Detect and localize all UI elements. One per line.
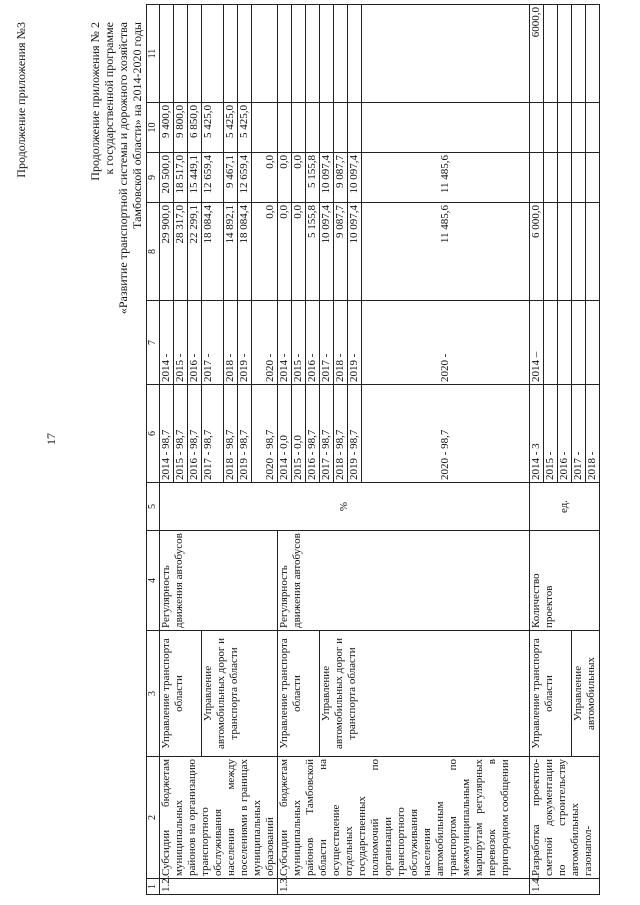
empty-cell <box>572 103 586 153</box>
amount: 11 485,6 <box>362 203 530 301</box>
amount: 29 900,0 <box>160 203 174 301</box>
executor: Управление транспорта области <box>278 631 320 757</box>
col-number: 3 <box>147 631 160 757</box>
empty-cell <box>362 103 530 153</box>
unit: ед. <box>530 483 600 531</box>
amount: 14 892,1 <box>224 203 238 301</box>
empty-cell <box>252 103 278 153</box>
target-value: 2017 - <box>572 385 586 483</box>
amount: 0,0 <box>292 153 306 203</box>
amount: 22 299,1 <box>188 203 202 301</box>
program-header <box>88 22 144 314</box>
amount: 20 500,0 <box>160 153 174 203</box>
empty-cell <box>572 301 586 385</box>
target-value: 2014 - 0,0 <box>278 385 292 483</box>
amount: 12 659,4 <box>202 153 224 203</box>
amount: 6 000,0 <box>530 203 544 301</box>
table-row <box>278 5 292 895</box>
amount: 11 485,6 <box>362 153 530 203</box>
amount: 0,0 <box>252 153 278 203</box>
empty-cell <box>292 5 306 103</box>
empty-cell <box>544 103 558 153</box>
executor: Управление автомобильных дорог и транспорта области <box>202 631 278 757</box>
year: 2019 - <box>348 301 362 385</box>
row-number: 1.3. <box>278 879 530 895</box>
target-value: 2020 - 98,7 <box>252 385 278 483</box>
program-table <box>146 4 600 895</box>
col-number: 9 <box>147 153 160 203</box>
table-row <box>160 5 174 895</box>
empty-cell <box>572 5 586 103</box>
target-value: 2018 - 98,7 <box>334 385 348 483</box>
amount: 9 087,7 <box>334 203 348 301</box>
empty-cell <box>174 5 188 103</box>
empty-cell <box>558 5 572 103</box>
header-line: «Развитие транспортной системы и дорожного хозяйства <box>116 22 130 315</box>
empty-cell <box>558 153 572 203</box>
empty-cell <box>544 203 558 301</box>
target-value: 2017 - 98,7 <box>202 385 224 483</box>
year: 2017 - <box>202 301 224 385</box>
empty-cell <box>572 153 586 203</box>
col-number: 2 <box>147 757 160 879</box>
amount: 5 425,0 <box>224 103 238 153</box>
col-number: 7 <box>147 301 160 385</box>
measure-name: Субсидии бюджетам муниципальных районов Тамбовской области на осуществление отдельных государственных полномочий по организации транспортного обслуживания населения автомобильным транспортом по межмуниципальным маршрутам регулярных перевозок в пригородном сообщении <box>278 757 530 879</box>
year: 2018 - <box>334 301 348 385</box>
empty-cell <box>572 203 586 301</box>
header-line: Тамбовской области» на 2014-2020 годы <box>130 22 144 229</box>
amount: 6000,0 <box>530 5 544 103</box>
amount: 10 097,4 <box>320 153 334 203</box>
target-value: 2016 - <box>558 385 572 483</box>
executor: Управление автомобильных дорог и транспорта области <box>320 631 530 757</box>
continuation-note: Продолжение приложения №3 <box>14 22 28 178</box>
empty-cell <box>558 103 572 153</box>
col-number: 10 <box>147 103 160 153</box>
target-value: 2015 - 0,0 <box>292 385 306 483</box>
empty-cell <box>306 5 320 103</box>
empty-cell <box>188 5 202 103</box>
amount: 10 097,4 <box>320 203 334 301</box>
amount: 5 425,0 <box>202 103 224 153</box>
empty-cell <box>238 5 252 103</box>
empty-cell <box>306 103 320 153</box>
indicator: Количество проектов <box>530 531 600 631</box>
amount: 10 097,4 <box>348 153 362 203</box>
empty-cell <box>334 103 348 153</box>
empty-cell <box>586 5 600 103</box>
empty-cell <box>362 5 530 103</box>
year: 2014 – <box>530 301 544 385</box>
executor: Управление транспорта области <box>160 631 202 757</box>
year: 2017 - <box>320 301 334 385</box>
amount: 18 084,4 <box>202 203 224 301</box>
target-value: 2015 - <box>544 385 558 483</box>
amount: 12 659,4 <box>238 153 252 203</box>
year: 2020 - <box>252 301 278 385</box>
empty-cell <box>348 5 362 103</box>
empty-cell <box>252 5 278 103</box>
col-number: 6 <box>147 385 160 483</box>
empty-cell <box>586 153 600 203</box>
column-number-row <box>147 5 160 895</box>
col-number: 11 <box>147 5 160 103</box>
executor: Управление автомобильных <box>572 631 600 757</box>
amount: 9 467,1 <box>224 153 238 203</box>
year: 2019 - <box>238 301 252 385</box>
header-line: Продолжение приложения № 2 <box>88 22 102 181</box>
amount: 0,0 <box>292 203 306 301</box>
year: 2020 - <box>362 301 530 385</box>
empty-cell <box>530 153 544 203</box>
amount: 9 800,0 <box>174 103 188 153</box>
amount: 9 087,7 <box>334 153 348 203</box>
amount: 6 850,0 <box>188 103 202 153</box>
amount: 5 425,0 <box>238 103 252 153</box>
empty-cell <box>348 103 362 153</box>
col-number: 8 <box>147 203 160 301</box>
year: 2015 - <box>174 301 188 385</box>
amount: 5 155,8 <box>306 203 320 301</box>
target-value: 2017 - 98,7 <box>320 385 334 483</box>
target-value: 2019 - 98,7 <box>348 385 362 483</box>
year: 2016 - <box>306 301 320 385</box>
col-number: 5 <box>147 483 160 531</box>
empty-cell <box>544 301 558 385</box>
target-value: 2014 - 98,7 <box>160 385 174 483</box>
amount: 18 084,4 <box>238 203 252 301</box>
measure-name: Разработка проектно-сметной документации по строительству автомобильных газонапол- <box>530 757 600 879</box>
target-value: 2018 - 98,7 <box>224 385 238 483</box>
target-value: 2018 - <box>586 385 600 483</box>
target-value: 2014 - 3 <box>530 385 544 483</box>
empty-cell <box>544 5 558 103</box>
measure-name: Субсидии бюджетам муниципальных районов на организацию транспортного обслуживания населения между поселениями в границах муниципальных образований <box>160 757 278 879</box>
empty-cell <box>586 301 600 385</box>
indicator: Регулярность движения автобусов <box>160 531 278 631</box>
amount: 18 517,0 <box>174 153 188 203</box>
empty-cell <box>202 5 224 103</box>
executor: Управление транспорта области <box>530 631 572 757</box>
empty-cell <box>334 5 348 103</box>
table-row <box>530 5 544 895</box>
header-line: к государственной программе <box>102 22 116 175</box>
year: 2014 - <box>278 301 292 385</box>
amount: 5 155,8 <box>306 153 320 203</box>
amount: 10 097,4 <box>348 203 362 301</box>
col-number: 4 <box>147 531 160 631</box>
year: 2018 - <box>224 301 238 385</box>
col-number: 1 <box>147 879 160 895</box>
amount: 0,0 <box>278 153 292 203</box>
empty-cell <box>544 153 558 203</box>
unit: % <box>160 483 530 531</box>
target-value: 2019 - 98,7 <box>238 385 252 483</box>
indicator: Регулярность движения автобусов <box>278 531 530 631</box>
empty-cell <box>278 5 292 103</box>
amount: 0,0 <box>252 203 278 301</box>
target-value: 2016 - 98,7 <box>306 385 320 483</box>
empty-cell <box>292 103 306 153</box>
amount: 9 400,0 <box>160 103 174 153</box>
empty-cell <box>558 203 572 301</box>
target-value: 2020 - 98,7 <box>362 385 530 483</box>
page-number: 17 <box>44 433 58 445</box>
row-number: 1.4. <box>530 879 600 895</box>
year: 2015 - <box>292 301 306 385</box>
row-number: 1.2. <box>160 879 278 895</box>
amount: 0,0 <box>278 203 292 301</box>
amount: 28 317,0 <box>174 203 188 301</box>
year: 2016 - <box>188 301 202 385</box>
amount: 15 449,1 <box>188 153 202 203</box>
empty-cell <box>224 5 238 103</box>
empty-cell <box>320 103 334 153</box>
empty-cell <box>278 103 292 153</box>
target-value: 2016 - 98,7 <box>188 385 202 483</box>
empty-cell <box>586 203 600 301</box>
empty-cell <box>320 5 334 103</box>
empty-cell <box>586 103 600 153</box>
empty-cell <box>530 103 544 153</box>
empty-cell <box>558 301 572 385</box>
empty-cell <box>160 5 174 103</box>
year: 2014 - <box>160 301 174 385</box>
target-value: 2015 - 98,7 <box>174 385 188 483</box>
